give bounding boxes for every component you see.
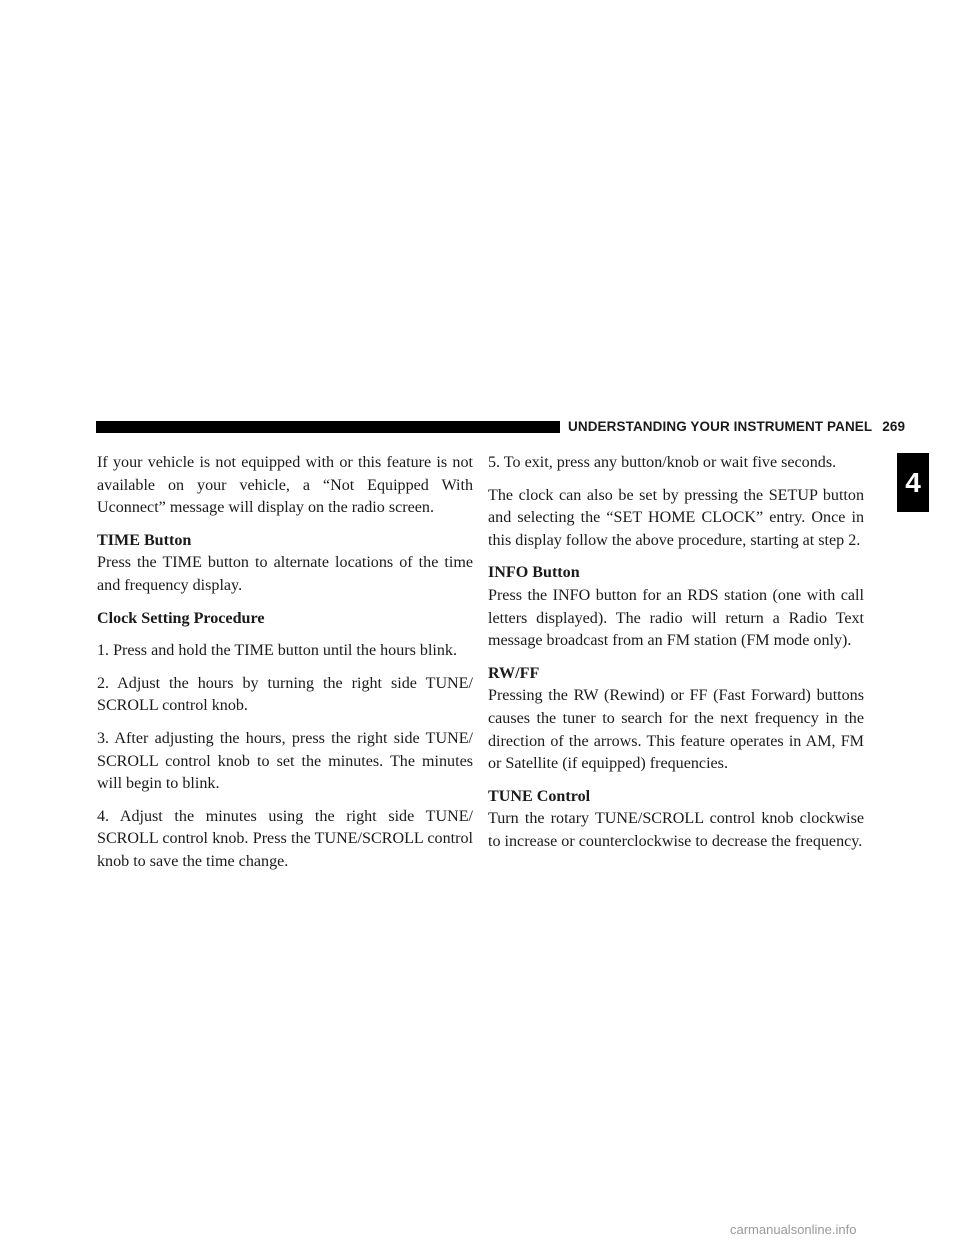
time-button-heading: TIME Button [97, 531, 192, 549]
intro-paragraph: If your vehicle is not equipped with or this feature is not available on your vehicle, a “Not Equipped With Uconnect” message will display on the radio screen. [97, 454, 473, 517]
clock-setting-heading: Clock Setting Procedure [97, 609, 265, 627]
rw-ff-heading: RW/FF [488, 664, 540, 682]
step-5: 5. To exit, press any button/knob or wait five seconds. [488, 454, 837, 471]
time-button-text: Press the TIME button to alternate locations of the time and frequency display. [97, 554, 473, 594]
step-4: 4. Adjust the minutes using the right side TUNE/ SCROLL control knob. Press the TUNE/SCROLL control knob to save the time change. [97, 807, 473, 870]
rw-ff-text: Pressing the RW (Rewind) or FF (Fast Forward) buttons causes the tuner to search for the next frequency in the direction of the arrows. This feature operates in AM, FM or Satellite (if equipped) frequencies. [488, 687, 864, 773]
section-title: UNDERSTANDING YOUR INSTRUMENT PANEL [568, 419, 873, 434]
running-header [560, 418, 906, 436]
info-button-text: Press the INFO button for an RDS station (one with call letters displayed). The radio will return a Radio Text message broadcast from an FM station (FM mode only). [488, 586, 864, 650]
right-column [488, 452, 864, 864]
step-2: 2. Adjust the hours by turning the right side TUNE/ SCROLL control knob. [97, 674, 473, 715]
tune-control-text: Turn the rotary TUNE/SCROLL control knob clockwise to increase or counterclockwise to decrease the frequency. [488, 810, 864, 850]
tune-control-heading: TUNE Control [488, 787, 591, 805]
setup-clock-paragraph: The clock can also be set by pressing the SETUP button and selecting the “SET HOME CLOCK” entry. Once in this display follow the above procedure, starting at step 2. [488, 486, 864, 549]
watermark: carmanualsonline.info [730, 1222, 857, 1237]
info-button-heading: INFO Button [488, 564, 580, 582]
left-column [97, 452, 473, 884]
step-1: 1. Press and hold the TIME button until the hours blink. [97, 642, 458, 660]
page-number: 269 [882, 419, 906, 434]
chapter-tab: 4 [897, 453, 929, 512]
step-3: 3. After adjusting the hours, press the right side TUNE/ SCROLL control knob to set the minutes. The minutes will begin to blink. [97, 729, 473, 793]
